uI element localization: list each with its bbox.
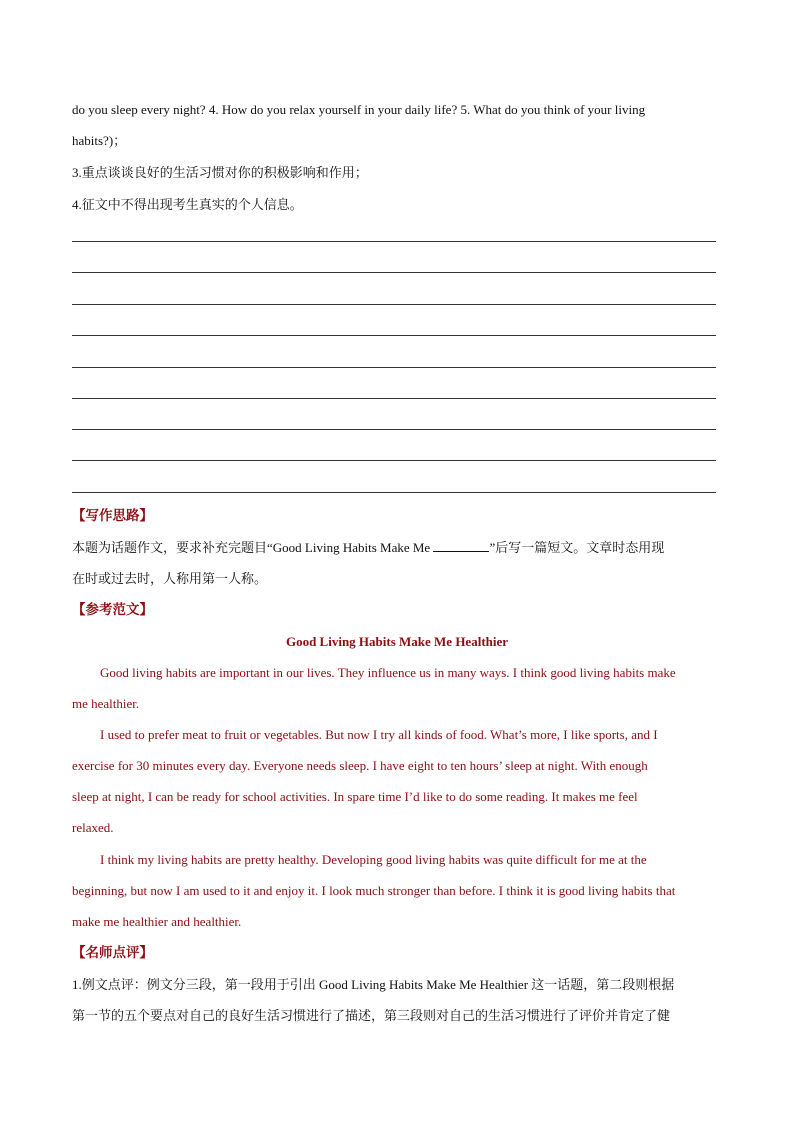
writing-line[interactable] [72,429,716,430]
sample-title: Good Living Habits Make Me Healthier [285,634,509,649]
sample-text: beginning, but now I am used to it and enjoy it. I look much stronger than before. I think it is good living habits that [72,883,676,898]
section-heading-approach: 【写作思路】 [72,508,153,523]
sample-text: exercise for 30 minutes every day. Everyone needs sleep. I have eight to ten hours’ sleep at night. With enough [72,758,648,773]
writing-line[interactable] [72,304,716,305]
writing-line[interactable] [72,398,716,399]
review-line: 1.例文点评：例文分三段，第一段用于引出 Good Living Habits Make Me Healthier 这一话题，第二段则根据 [72,977,675,992]
writing-line[interactable] [72,241,716,242]
section-heading-sample: 【参考范文】 [72,602,153,617]
requirement-4: 4.征文中不得出现考生真实的个人信息。 [72,197,303,212]
writing-line[interactable] [72,367,716,368]
approach-line-1 [72,539,664,556]
sample-text: me healthier. [72,696,140,711]
writing-line[interactable] [72,492,716,493]
sample-text: Good living habits are important in our lives. They influence us in many ways. I think good living habits make [100,665,676,680]
writing-line[interactable] [72,460,716,461]
writing-line[interactable] [72,272,716,273]
section-heading-review: 【名师点评】 [72,945,153,960]
sample-text: relaxed. [72,820,114,835]
approach-line-2: 在时或过去时，人称用第一人称。 [72,571,268,586]
sample-text: sleep at night, I can be ready for school activities. In spare time I’d like to do some reading. It makes me feel [72,789,638,804]
text-line: do you sleep every night? 4. How do you relax yourself in your daily life? 5. What do you think of your living [72,102,646,117]
approach-text: 本题为话题作文，要求补充完题目“Good Living Habits Make Me [72,540,434,555]
requirement-3: 3.重点谈谈良好的生活习惯对你的积极影响和作用； [72,165,368,180]
text-line: habits?)； [72,133,127,148]
review-line: 第一节的五个要点对自己的良好生活习惯进行了描述，第三段则对自己的生活习惯进行了评价并肯定了健 [72,1008,671,1023]
sample-text: I used to prefer meat to fruit or vegetables. But now I try all kinds of food. What’s more, I like sports, and I [100,727,658,742]
writing-line[interactable] [72,335,716,336]
approach-text: ”后写一篇短文。文章时态用现 [489,540,665,555]
title-blank [433,539,489,552]
sample-text: I think my living habits are pretty healthy. Developing good living habits was quite difficult for me at the [100,852,647,867]
sample-text: make me healthier and healthier. [72,914,242,929]
